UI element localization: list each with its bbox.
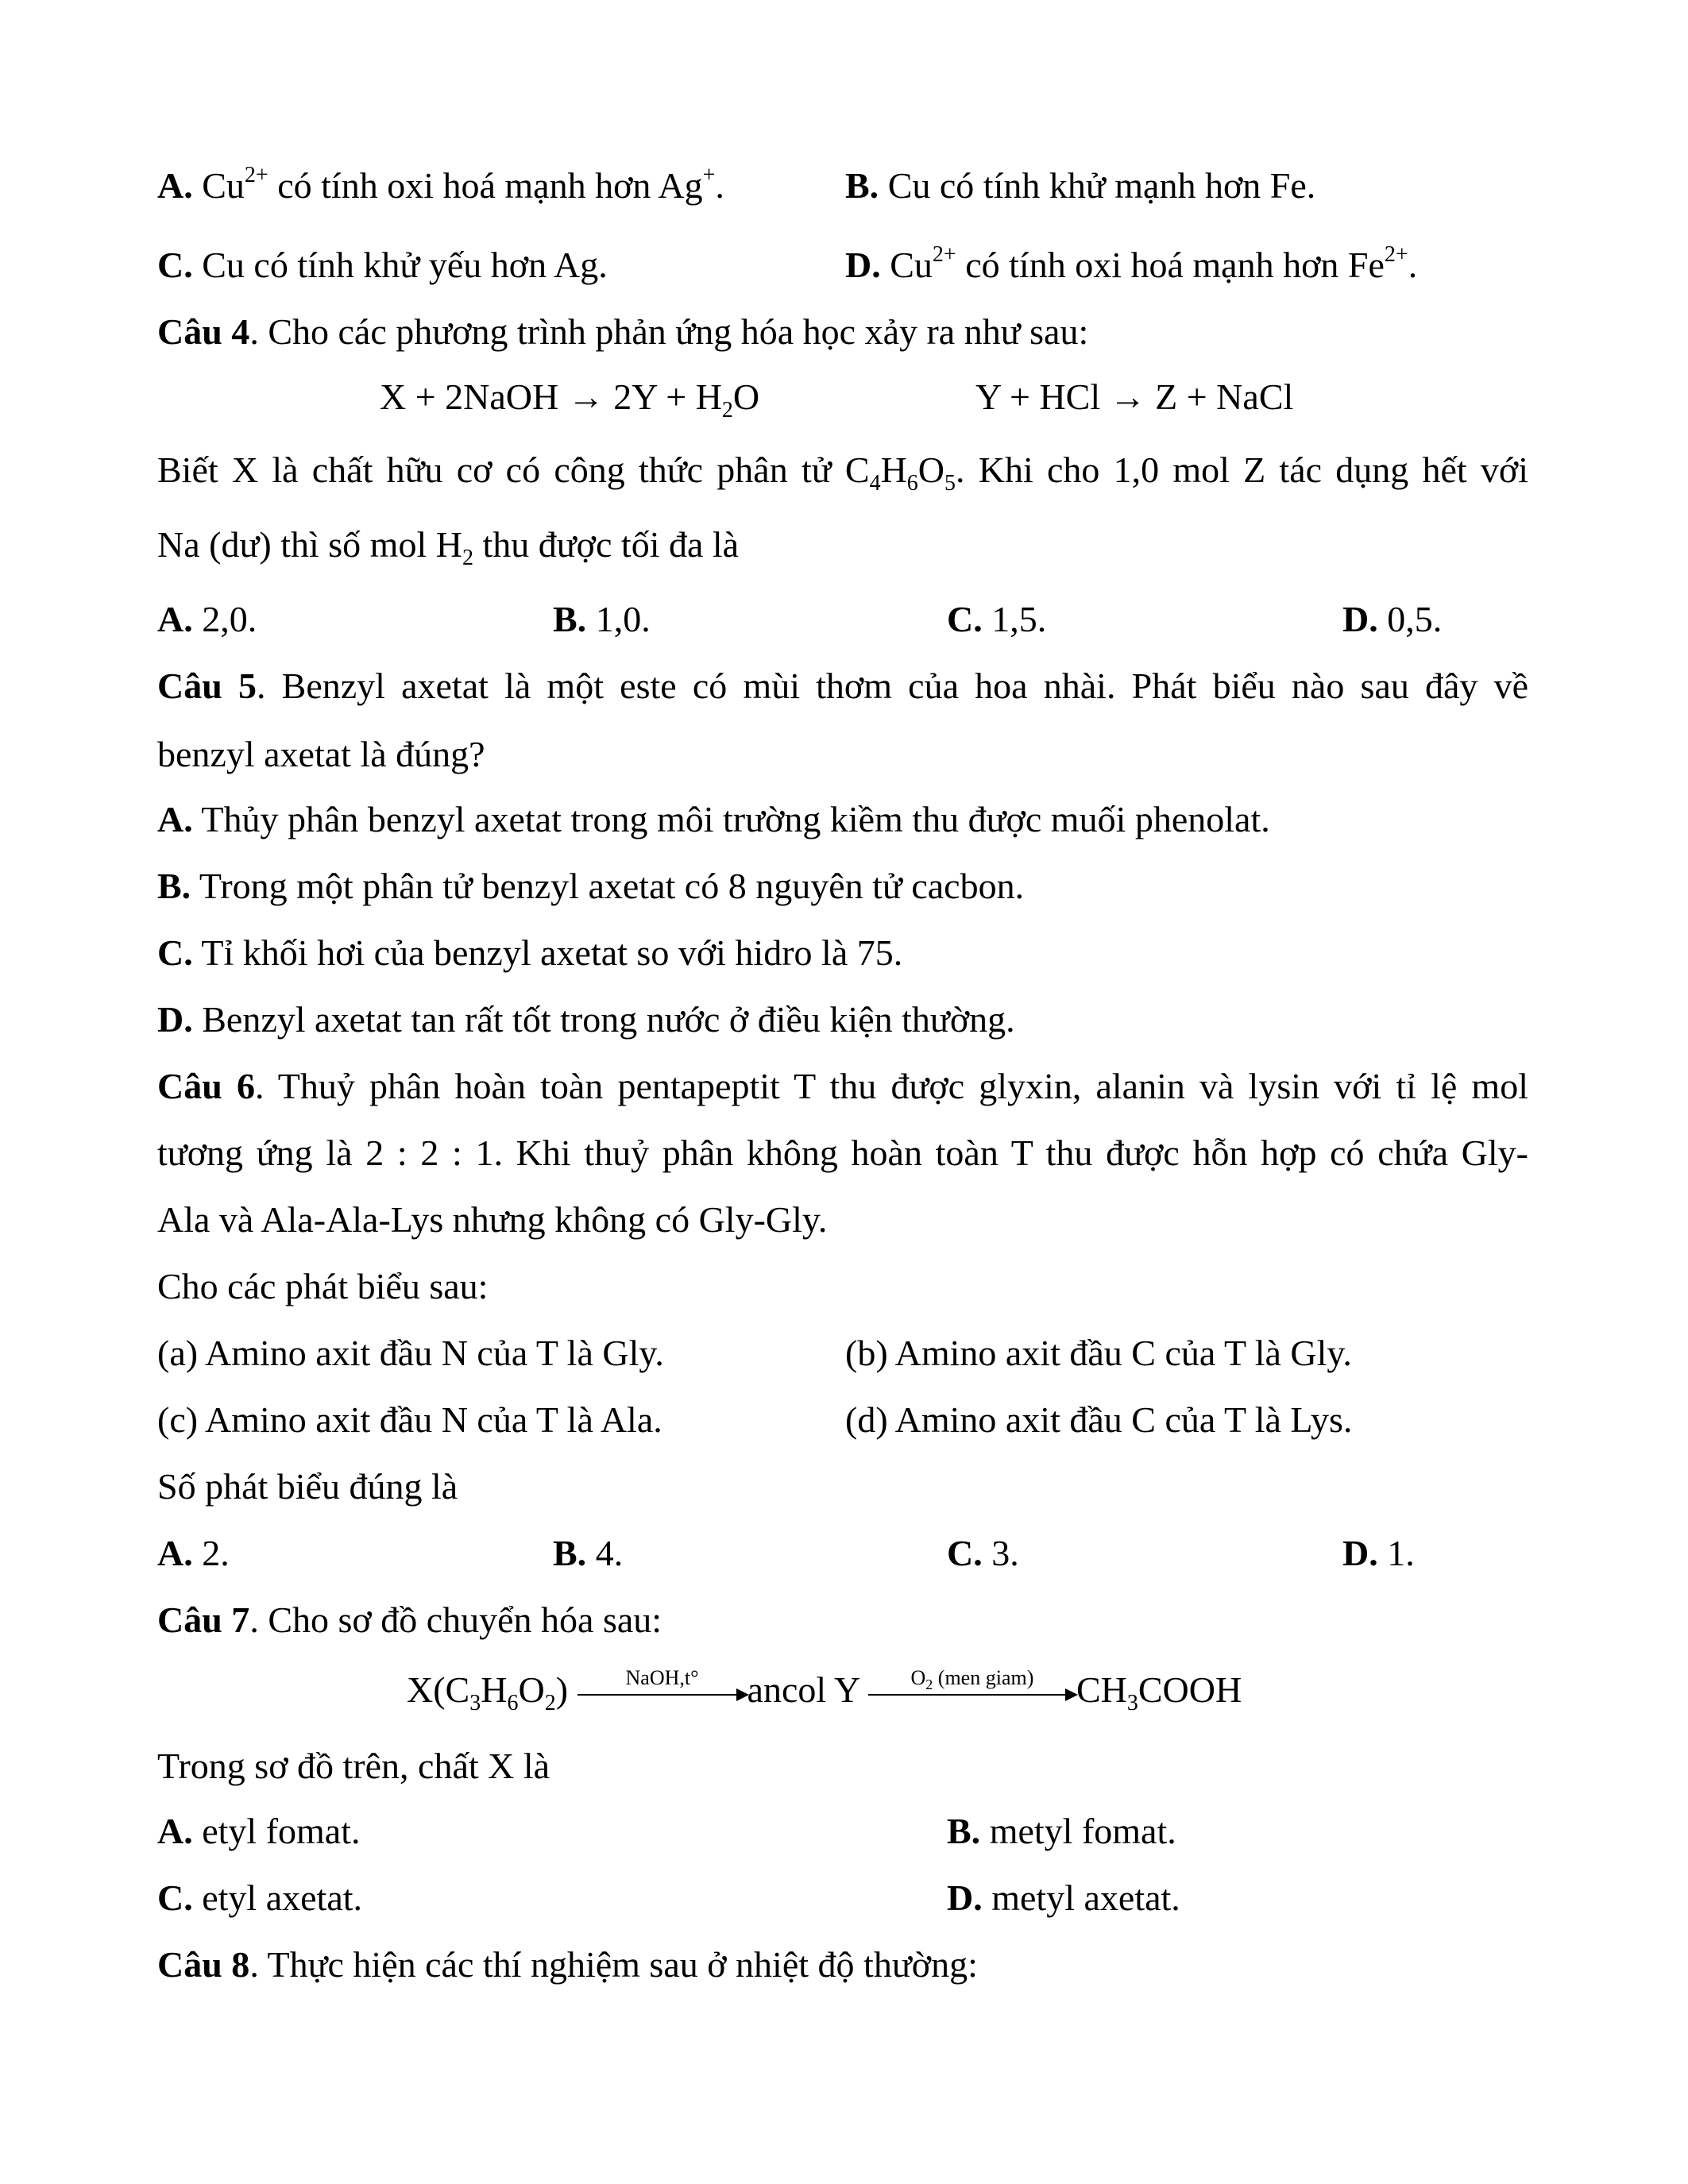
question-text: . Thực hiện các thí nghiệm sau ở nhiệt độ thường: (249, 1944, 978, 1985)
question-text: Ala và Ala-Ala-Lys nhưng không có Gly-Gly. (157, 1199, 828, 1240)
question-text: . Cho các phương trình phản ứng hóa học xảy ra như sau: (249, 311, 1089, 352)
q5-option-a (157, 797, 1270, 842)
q7-option-b (947, 1809, 1176, 1854)
option-letter: A. (157, 799, 193, 839)
option-text: etyl axetat. (192, 1877, 363, 1918)
subscript: 3 (469, 1691, 481, 1715)
q4-equation-1 (380, 375, 760, 423)
question-text: Biết X là chất hữu cơ có công thức phân tử C (157, 450, 870, 490)
punctuation: . (715, 165, 724, 206)
option-text: 1,0. (586, 599, 651, 639)
option-letter: B. (553, 1533, 587, 1573)
option-text: Cu có tính khử mạnh hơn Fe. (887, 165, 1316, 206)
q4-option-c (947, 597, 1046, 642)
option-letter: D. (1342, 1533, 1378, 1573)
q7-scheme (407, 1666, 1242, 1715)
option-text: 3. (982, 1533, 1019, 1573)
statement-text: (b) Amino axit đầu C của T là Gly. (845, 1333, 1352, 1373)
subscript: 6 (507, 1691, 519, 1715)
option-text: 2,0. (192, 599, 257, 639)
question-label: Câu 5 (157, 666, 257, 706)
option-text: có tính oxi hoá mạnh hơn (268, 165, 659, 206)
charge: + (702, 163, 716, 187)
option-letter: B. (845, 165, 879, 206)
punctuation: . (1408, 245, 1418, 285)
q6-stem-line-1 (157, 1064, 1528, 1109)
q4-equation-2 (975, 375, 1293, 419)
q7-option-c (157, 1876, 362, 1920)
statement-text: (d) Amino axit đầu C của T là Lys. (845, 1399, 1353, 1440)
formula: ancol Y (747, 1669, 859, 1710)
option-letter: A. (157, 599, 193, 639)
equation-text: X + 2NaOH → 2Y + H (380, 376, 722, 417)
option-letter: B. (947, 1811, 981, 1851)
formula: Fe (1347, 245, 1385, 285)
arrow-line (577, 1694, 747, 1696)
option-letter: C. (157, 1877, 193, 1918)
statement-text: (a) Amino axit đầu N của T là Gly. (157, 1333, 664, 1373)
q7-question (157, 1744, 550, 1788)
q7-option-a (157, 1809, 361, 1854)
formula: COOH (1138, 1669, 1242, 1710)
arrow-condition (868, 1666, 1076, 1693)
option-letter: B. (553, 599, 587, 639)
q6-option-d (1342, 1531, 1415, 1576)
subscript: 5 (944, 471, 956, 496)
option-letter: D. (157, 999, 193, 1040)
charge: 2+ (932, 242, 956, 267)
formula: H (481, 1669, 508, 1710)
q4-line-3 (157, 448, 1529, 496)
q4-option-a (157, 597, 257, 642)
condition-text: (men giam) (933, 1666, 1034, 1690)
q6-stem-line-2 (157, 1131, 1528, 1175)
q6-stem-line-4 (157, 1264, 488, 1309)
q6-option-a (157, 1531, 230, 1576)
option-letter: C. (947, 1533, 983, 1573)
reaction-arrow-1 (577, 1666, 747, 1696)
option-letter: A. (157, 165, 193, 206)
q6-statement-a (157, 1331, 664, 1376)
question-text: . Benzyl axetat là một este có mùi thơm của hoa nhài. Phát biểu nào sau đây về (256, 666, 1528, 706)
q7-stem (157, 1598, 662, 1642)
q4-line-4 (157, 523, 740, 570)
q6-question (157, 1464, 458, 1509)
formula: Cu (890, 245, 933, 285)
subscript: 3 (1126, 1691, 1138, 1715)
option-text: etyl fomat. (192, 1811, 361, 1851)
option-text: Trong một phân tử benzyl axetat có 8 nguyên tử cacbon. (191, 866, 1025, 906)
q6-statement-c (157, 1398, 662, 1442)
formula: ) (555, 1669, 569, 1710)
condition-text: O (910, 1666, 926, 1690)
option-letter: D. (947, 1877, 983, 1918)
question-label: Câu 4 (157, 311, 250, 352)
question-label: Câu 7 (157, 1599, 250, 1640)
option-text: có tính oxi hoá mạnh hơn (956, 245, 1348, 285)
q3-option-c (157, 243, 608, 287)
question-label: Câu 8 (157, 1944, 250, 1985)
subscript: 6 (906, 471, 918, 496)
subscript: 2 (925, 1677, 933, 1693)
charge: 2+ (1384, 242, 1408, 267)
q4-option-b (553, 597, 651, 642)
q5-option-c (157, 931, 902, 975)
subscript: 2 (544, 1691, 556, 1715)
formula: O (917, 450, 945, 490)
option-text: 2. (192, 1533, 230, 1573)
formula: Cu (202, 165, 245, 206)
option-text: 1,5. (982, 599, 1047, 639)
option-letter: C. (157, 932, 193, 973)
q6-option-c (947, 1531, 1019, 1576)
q3-option-b (845, 164, 1315, 208)
reaction-arrow-2 (868, 1666, 1076, 1696)
option-text: metyl fomat. (980, 1811, 1176, 1851)
formula: O (518, 1669, 545, 1710)
question-text: Na (dư) thì số mol H (157, 524, 462, 565)
q4-stem (157, 310, 1088, 354)
q5-option-d (157, 997, 1015, 1042)
q4-option-d (1342, 597, 1442, 642)
q5-option-b (157, 864, 1024, 909)
formula: CH (1076, 1669, 1127, 1710)
question-text: . Thuỷ phân hoàn toàn pentapeptit T thu được glyxin, alanin và lysin với tỉ lệ mol (254, 1066, 1528, 1106)
option-letter: D. (845, 245, 881, 285)
q6-statement-d (845, 1398, 1352, 1442)
arrow-condition: NaOH,t° (625, 1666, 699, 1690)
q6-statement-b (845, 1331, 1352, 1376)
option-text: Benzyl axetat tan rất tốt trong nước ở điều kiện thường. (192, 999, 1015, 1040)
question-text: thu được tối đa là (473, 524, 740, 565)
q6-stem-line-3 (157, 1198, 827, 1242)
q7-option-d (947, 1876, 1180, 1920)
equation-text: Y + HCl → Z + NaCl (975, 376, 1294, 417)
charge: 2+ (244, 163, 268, 187)
option-text: 1. (1377, 1533, 1415, 1573)
formula: H (880, 450, 907, 490)
subscript: 2 (462, 546, 473, 570)
q5-stem-line-1 (157, 664, 1528, 708)
question-text: . Khi cho 1,0 mol Z tác dụng hết với (956, 450, 1529, 490)
subscript: 4 (869, 471, 881, 496)
option-text: Cu có tính khử yếu hơn Ag. (202, 245, 608, 285)
option-text: 0,5. (1377, 599, 1443, 639)
q8-stem (157, 1943, 978, 1987)
option-text: Thủy phân benzyl axetat trong môi trường kiềm thu được muối phenolat. (192, 799, 1270, 839)
option-letter: B. (157, 866, 191, 906)
question-text: tương ứng là 2 : 2 : 1. Khi thuỷ phân không hoàn toàn T thu được hỗn hợp có chứa Gly- (157, 1133, 1528, 1173)
option-letter: A. (157, 1811, 193, 1851)
q3-option-d (845, 243, 1417, 287)
subscript: 2 (721, 398, 733, 423)
q6-option-b (553, 1531, 623, 1576)
option-letter: C. (947, 599, 983, 639)
formula: Ag (658, 165, 703, 206)
question-text: benzyl axetat là đúng? (157, 734, 485, 774)
q3-option-a (157, 164, 724, 208)
formula: X(C (407, 1669, 470, 1710)
question-label: Câu 6 (157, 1066, 255, 1106)
equation-text: O (732, 376, 760, 417)
option-text: 4. (586, 1533, 624, 1573)
statement-text: (c) Amino axit đầu N của T là Ala. (157, 1399, 662, 1440)
option-text: metyl axetat. (982, 1877, 1180, 1918)
q5-stem-line-2 (157, 732, 485, 777)
option-letter: A. (157, 1533, 193, 1573)
arrow-line (868, 1694, 1076, 1696)
question-text: Trong sơ đồ trên, chất X là (157, 1746, 550, 1786)
option-letter: C. (157, 245, 193, 285)
question-text: . Cho sơ đồ chuyển hóa sau: (249, 1599, 662, 1640)
option-text: Tỉ khối hơi của benzyl axetat so với hidro là 75. (192, 932, 903, 973)
question-text: Số phát biểu đúng là (157, 1466, 458, 1507)
option-letter: D. (1342, 599, 1378, 639)
question-text: Cho các phát biểu sau: (157, 1266, 489, 1306)
